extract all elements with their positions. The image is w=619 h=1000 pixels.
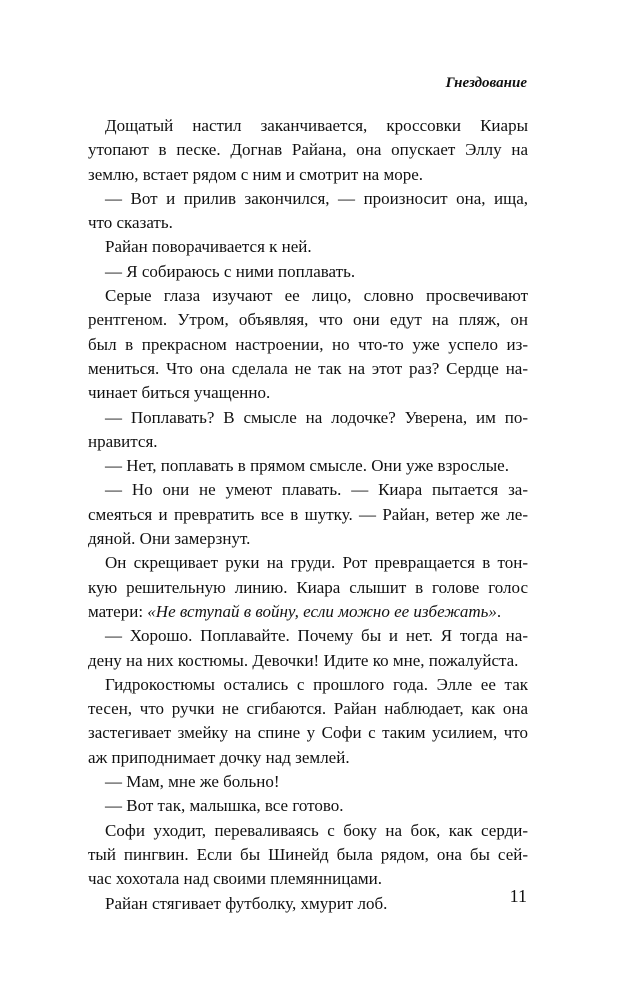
quoted-italic-text: «Не вступай в войну, если можно ее избежать» (147, 601, 497, 621)
body-text (88, 114, 528, 916)
text-line: что сказать. (88, 213, 173, 233)
text-line: застегивает змейку на спине у Софи с таким усилием, что (88, 723, 528, 743)
text-line: тый пингвин. Если бы Шинейд была рядом, она бы сей- (88, 844, 528, 864)
text-line: — Поплавать? В смысле на лодочке? Уверена, им по- (105, 407, 528, 427)
text-line: — Я собираюсь с ними поплавать. (105, 261, 356, 281)
paragraph (88, 187, 528, 236)
text-line: — Вот и прилив закончился, — произносит она, ища, (105, 188, 528, 208)
text-fragment: . (496, 601, 502, 621)
paragraph (88, 819, 528, 892)
paragraph (88, 454, 528, 478)
running-title: Гнездование (445, 75, 527, 91)
page-number: 11 (509, 886, 527, 906)
text-line: — Нет, поплавать в прямом смысле. Они уже взрослые. (105, 456, 509, 476)
paragraph (88, 235, 528, 259)
text-line: час хохотала над своими племянницами. (88, 869, 383, 889)
text-line: землю, встает рядом с ним и смотрит на море. (88, 164, 424, 184)
text-fragment: матери: (88, 601, 148, 621)
text-line: — Хорошо. Поплавайте. Почему бы и нет. Я тогда на- (105, 626, 528, 646)
text-line: тесен, что ручки не сгибаются. Райан наблюдает, как она (88, 699, 528, 719)
paragraph (88, 892, 528, 916)
text-line: кую решительную линию. Киара слышит в голове голос (88, 577, 528, 597)
text-line: смеяться и превратить все в шутку. — Райан, ветер же ле- (88, 504, 528, 524)
text-line: Райан поворачивается к ней. (105, 237, 312, 257)
text-line: Дощатый настил заканчивается, кроссовки Киары (105, 116, 528, 135)
text-line: — Но они не умеют плавать. — Киара пытается за- (105, 480, 528, 500)
text-line: — Мам, мне же больно! (105, 772, 280, 792)
text-line: дяной. Они замерзнут. (88, 529, 251, 549)
paragraph (88, 260, 528, 284)
text-line: рентгеном. Утром, объявляя, что они едут на пляж, он (88, 310, 528, 330)
text-line: мениться. Что она сделала не так на этот раз? Сердце на- (88, 358, 528, 378)
text-line: чинает биться учащенно. (88, 383, 271, 403)
text-line: утопают в песке. Догнав Райана, она опускает Эллу на (88, 140, 528, 160)
text-line: дену на них костюмы. Девочки! Идите ко мне, пожалуйста. (88, 650, 519, 670)
paragraph (88, 284, 528, 405)
text-line: Серые глаза изучают ее лицо, словно просвечивают (105, 286, 528, 306)
paragraph (88, 114, 528, 187)
text-line (88, 600, 528, 624)
text-line: был в прекрасном настроении, но что-то уже успело из- (88, 334, 528, 354)
text-line: Райан стягивает футболку, хмурит лоб. (105, 893, 388, 913)
text-line: нравится. (88, 431, 158, 451)
text-line: — Вот так, малышка, все готово. (105, 796, 344, 816)
paragraph (88, 478, 528, 551)
paragraph (88, 794, 528, 818)
paragraph (88, 624, 528, 673)
paragraph (88, 673, 528, 770)
paragraph (88, 770, 528, 794)
text-line: Он скрещивает руки на груди. Рот превращается в тон- (105, 553, 528, 573)
text-line: Гидрокостюмы остались с прошлого года. Элле ее так (105, 674, 528, 694)
paragraph (88, 551, 528, 624)
paragraph (88, 406, 528, 455)
text-line: аж приподнимает дочку над землей. (88, 747, 350, 767)
text-line: Софи уходит, переваливаясь с боку на бок, как серди- (105, 820, 528, 840)
